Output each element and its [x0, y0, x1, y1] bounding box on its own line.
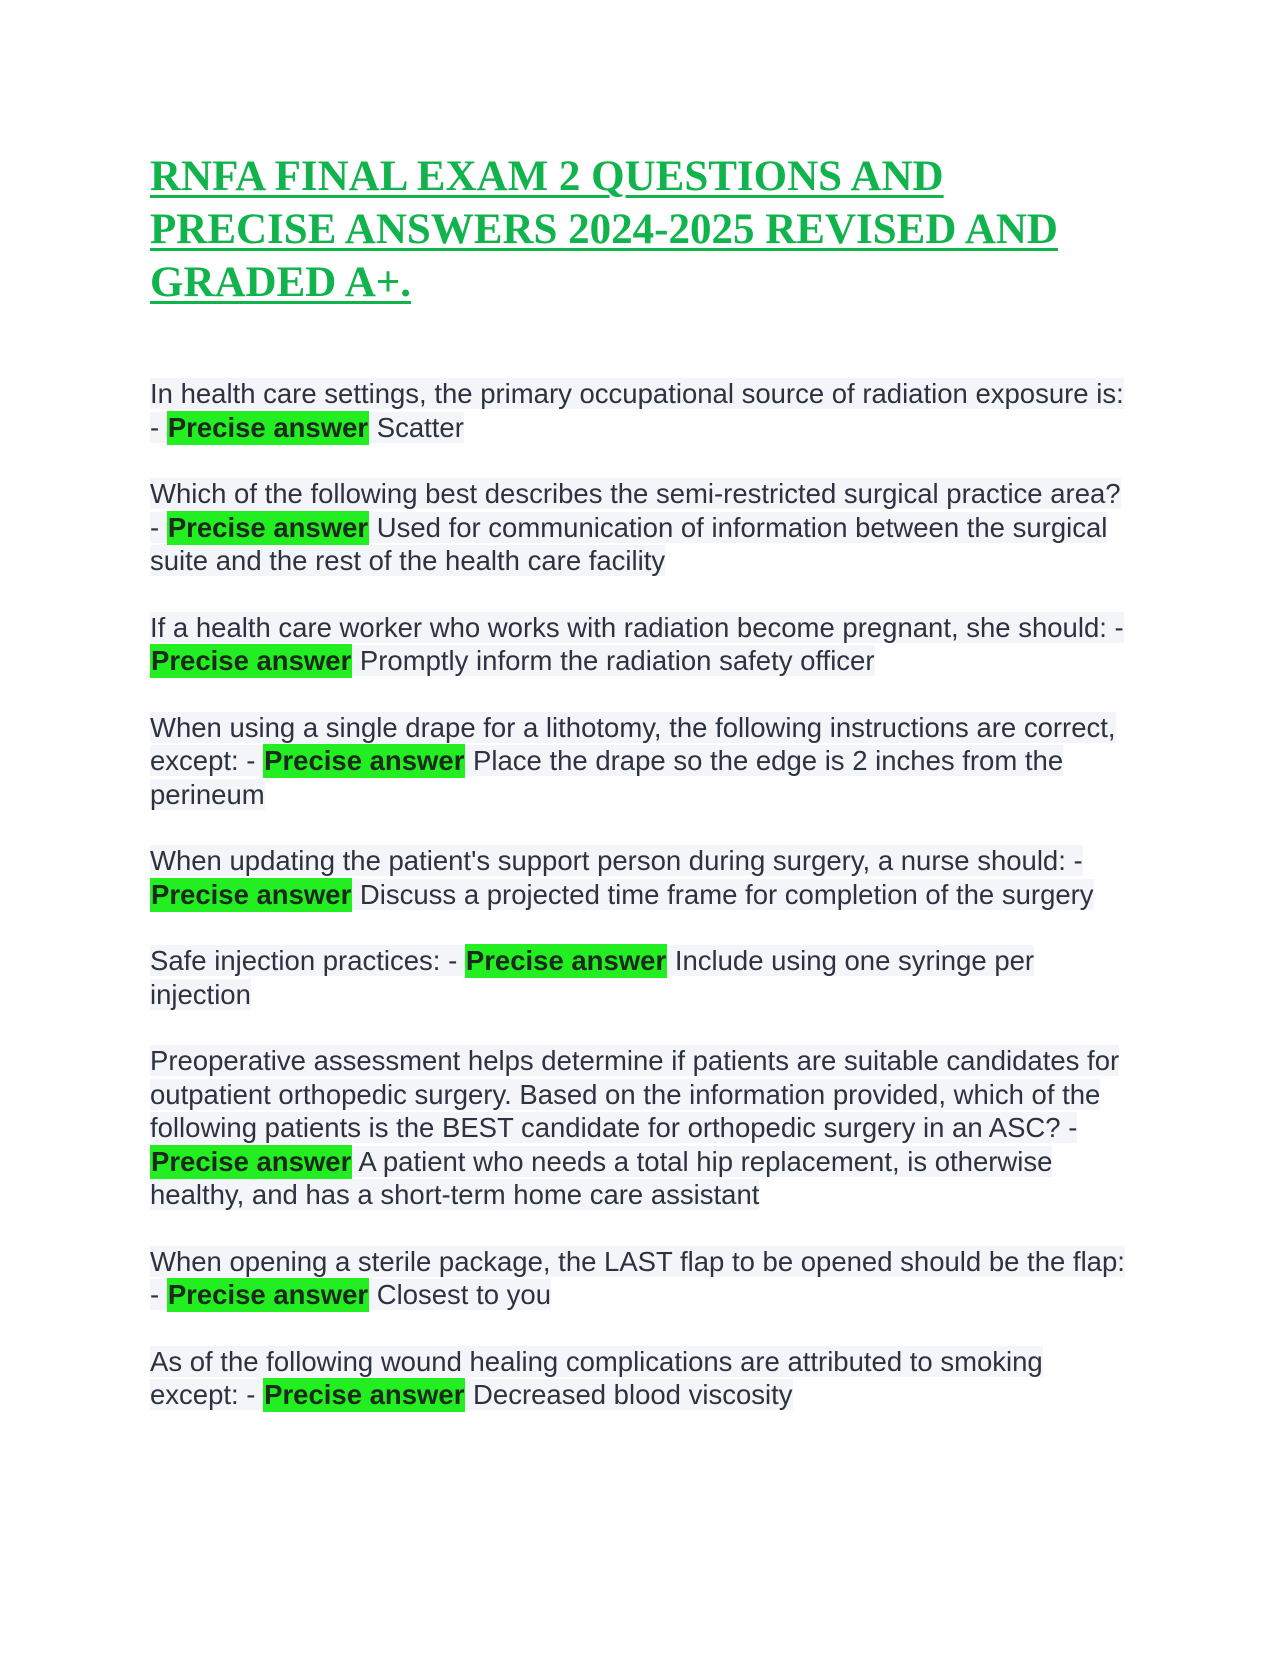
answer-text: A patient who needs a total hip replacement, is otherwise healthy, and has a short-term home care assistant [150, 1145, 1053, 1210]
separator: - [238, 745, 264, 776]
separator: - [1060, 1112, 1078, 1143]
qa-list [150, 377, 1135, 1412]
question-text: Preoperative assessment helps determine if patients are suitable candidates for outpatient orthopedic surgery. Based on the information provided, which of the following patients is the BEST candidate for orthopedic surgery in an ASC? [150, 1045, 1120, 1143]
qa-item [150, 1345, 1135, 1412]
question-text: If a health care worker who works with radiation become pregnant, she should: [150, 611, 1107, 643]
qa-item [150, 711, 1135, 812]
answer-tag: Precise answer [167, 511, 369, 543]
qa-item [150, 1044, 1135, 1212]
separator: - [150, 511, 167, 543]
separator: - [150, 411, 167, 443]
answer-text: Promptly inform the radiation safety officer [359, 645, 875, 676]
question-text: When updating the patient's support person during surgery, a nurse should: [150, 845, 1066, 876]
answer-text: Include using one syringe per injection [150, 945, 1035, 1010]
separator: - [1106, 611, 1124, 643]
qa-item [150, 1245, 1135, 1312]
separator: - [440, 945, 465, 976]
question-text: As of the following wound healing complications are attributed to smoking except: [150, 1345, 1043, 1410]
question-text: When opening a sterile package, the LAST flap to be opened should be the flap: [150, 1245, 1125, 1277]
separator: - [238, 1379, 264, 1410]
qa-item [150, 944, 1135, 1011]
answer-tag: Precise answer [151, 878, 352, 910]
answer-tag: Precise answer [151, 645, 352, 676]
question-text: Which of the following best describes the semi-restricted surgical practice area? [150, 478, 1121, 509]
document-page [150, 150, 1135, 1445]
answer-tag: Precise answer [151, 1145, 352, 1177]
qa-item [150, 611, 1135, 678]
answer-tag: Precise answer [167, 411, 369, 443]
answer-text: Place the drape so the edge is 2 inches from the perineum [150, 745, 1064, 810]
separator: - [150, 1279, 167, 1310]
qa-item [150, 477, 1135, 578]
answer-text: Closest to you [376, 1279, 551, 1310]
answer-tag: Precise answer [465, 945, 667, 976]
separator: - [1065, 845, 1083, 876]
qa-item [150, 377, 1135, 444]
answer-tag: Precise answer [264, 745, 465, 776]
answer-text: Scatter [376, 411, 464, 443]
answer-text: Decreased blood viscosity [473, 1379, 793, 1410]
question-text: Safe injection practices: [150, 945, 441, 976]
question-text: In health care settings, the primary occupational source of radiation exposure is: [150, 378, 1124, 409]
answer-text: Discuss a projected time frame for completion of the surgery [359, 878, 1094, 910]
question-text: When using a single drape for a lithotomy, the following instructions are correct, except: [150, 711, 1116, 776]
answer-tag: Precise answer [264, 1379, 465, 1410]
document-title: RNFA FINAL EXAM 2 QUESTIONS AND PRECISE ANSWERS 2024-2025 REVISED AND GRADED A+. [150, 153, 1058, 306]
answer-text: Used for communication of information between the surgical suite and the rest of the health care facility [150, 511, 1108, 576]
answer-tag: Precise answer [167, 1279, 369, 1310]
qa-item [150, 844, 1135, 911]
